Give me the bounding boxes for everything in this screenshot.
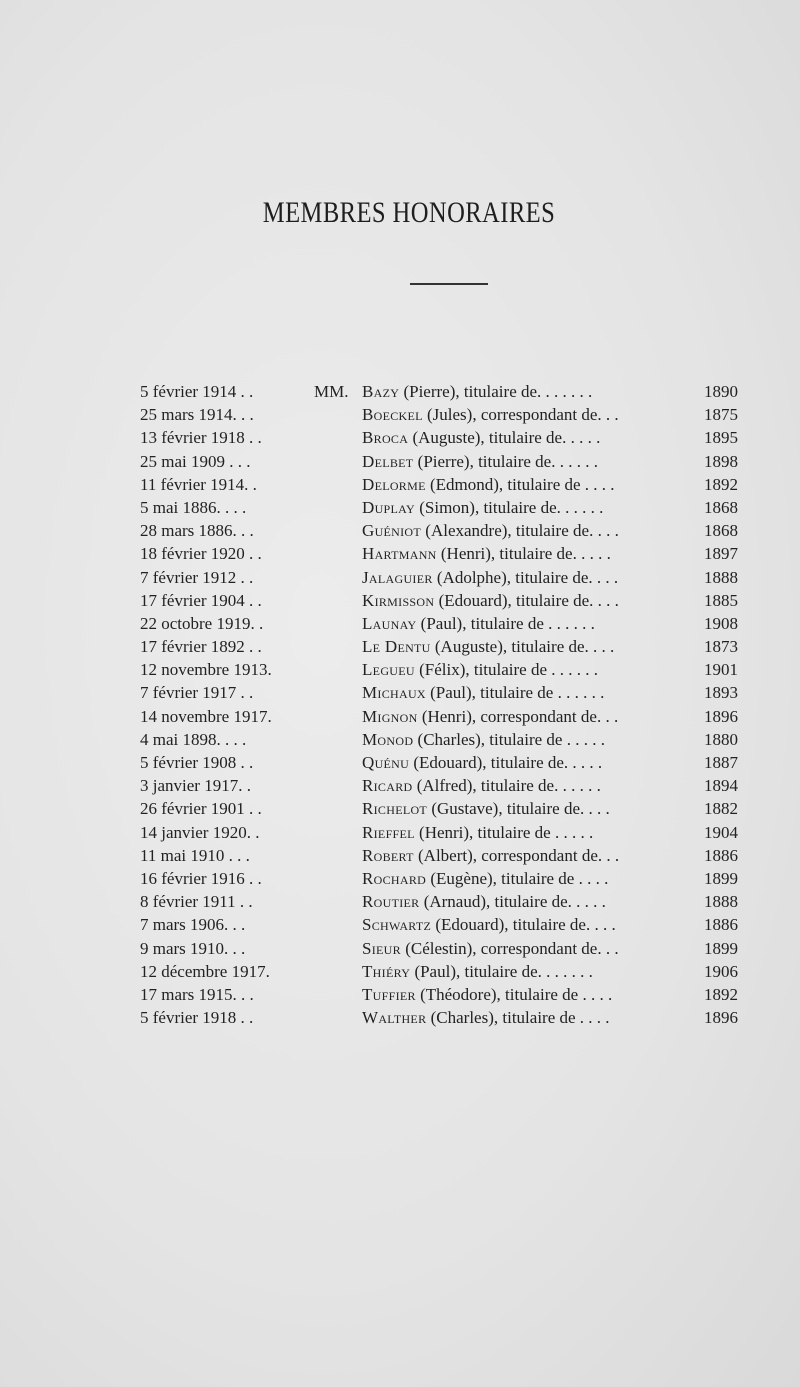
election-date: 25 mai 1909 . . . xyxy=(140,451,251,471)
member-row xyxy=(0,728,800,751)
member-name xyxy=(362,728,692,751)
member-name xyxy=(362,960,692,983)
member-row xyxy=(0,380,800,403)
member-name xyxy=(362,751,692,774)
membership-year: 1893 xyxy=(704,683,738,703)
member-name xyxy=(362,937,692,960)
member-surname: Boeckel xyxy=(362,405,423,425)
member-surname: Broca xyxy=(362,428,409,448)
membership-year: 1885 xyxy=(704,590,738,610)
member-row xyxy=(0,913,800,936)
member-name xyxy=(362,844,692,867)
election-date: 25 mars 1914. . . xyxy=(140,405,254,425)
member-title: (Célestin), correspondant de. . . xyxy=(405,938,619,958)
election-date: 5 février 1918 . . xyxy=(140,1008,254,1028)
election-date: 14 janvier 1920. . xyxy=(140,822,260,842)
member-surname: Robert xyxy=(362,845,414,865)
member-name xyxy=(362,542,692,565)
membership-year: 1895 xyxy=(704,428,738,448)
membership-year: 1896 xyxy=(704,706,738,726)
member-surname: Routier xyxy=(362,892,420,912)
election-date: 17 février 1904 . . xyxy=(140,590,262,610)
member-name xyxy=(362,890,692,913)
member-name xyxy=(362,612,692,635)
election-date: 13 février 1918 . . xyxy=(140,428,262,448)
election-date: 7 mars 1906. . . xyxy=(140,915,246,935)
member-row xyxy=(0,450,800,473)
title-rule xyxy=(410,283,488,285)
member-title: (Henri), titulaire de. . . . . xyxy=(440,544,611,564)
member-title: (Gustave), titulaire de. . . . xyxy=(431,799,610,819)
member-title: (Edouard), titulaire de. . . . xyxy=(438,590,619,610)
membership-year: 1868 xyxy=(704,521,738,541)
membership-year: 1888 xyxy=(704,567,738,587)
member-row xyxy=(0,473,800,496)
member-title: (Paul), titulaire de . . . . . . xyxy=(420,613,595,633)
membership-year: 1899 xyxy=(704,868,738,888)
member-surname: Michaux xyxy=(362,683,426,703)
membership-year: 1896 xyxy=(704,1008,738,1028)
member-row xyxy=(0,426,800,449)
member-surname: Quénu xyxy=(362,753,410,772)
membership-year: 1898 xyxy=(704,451,738,471)
mm-prefix: MM. xyxy=(314,382,349,401)
membership-year: 1873 xyxy=(704,637,738,657)
member-title: (Auguste), titulaire de. . . . . xyxy=(412,428,601,448)
member-surname: Rochard xyxy=(362,868,427,888)
election-date: 12 décembre 1917. xyxy=(140,961,270,981)
member-title: (Edouard), titulaire de. . . . . xyxy=(413,753,603,772)
member-row xyxy=(0,542,800,565)
member-surname: Ricard xyxy=(362,776,413,796)
member-name xyxy=(362,913,692,936)
member-title: (Henri), titulaire de . . . . . xyxy=(419,822,594,842)
member-row xyxy=(0,844,800,867)
member-title: (Charles), titulaire de . . . . xyxy=(430,1008,610,1028)
member-name xyxy=(362,380,692,403)
member-row xyxy=(0,774,800,797)
member-surname: Delbet xyxy=(362,451,414,471)
member-title: (Albert), correspondant de. . . xyxy=(418,845,620,865)
membership-year: 1892 xyxy=(704,474,738,494)
member-title: (Adolphe), titulaire de. . . . xyxy=(436,567,619,587)
member-surname: Launay xyxy=(362,613,417,633)
election-date: 16 février 1916 . . xyxy=(140,868,262,888)
member-title: (Henri), correspondant de. . . xyxy=(421,706,619,726)
election-date: 14 novembre 1917. xyxy=(140,706,272,726)
member-title: (Edouard), titulaire de. . . . xyxy=(435,915,616,935)
member-name xyxy=(362,496,692,519)
member-surname: Monod xyxy=(362,729,414,749)
member-surname: Sieur xyxy=(362,938,401,958)
member-row xyxy=(0,1006,800,1029)
member-title: (Jules), correspondant de. . . xyxy=(427,405,619,425)
member-row xyxy=(0,519,800,542)
membership-year: 1886 xyxy=(704,845,738,865)
election-date: 7 février 1917 . . xyxy=(140,683,254,703)
membership-year: 1899 xyxy=(704,938,738,958)
election-date: 11 février 1914. . xyxy=(140,474,257,494)
member-title: (Paul), titulaire de . . . . . . xyxy=(430,683,605,703)
member-row xyxy=(0,937,800,960)
membership-year: 1892 xyxy=(704,984,738,1004)
membership-year: 1894 xyxy=(704,776,738,796)
member-surname: Legueu xyxy=(362,660,415,680)
member-name xyxy=(362,705,692,728)
member-title: (Félix), titulaire de . . . . . . xyxy=(419,660,599,680)
member-row xyxy=(0,635,800,658)
member-surname: Le Dentu xyxy=(362,637,431,657)
member-surname: Schwartz xyxy=(362,915,432,935)
member-surname: Walther xyxy=(362,1008,427,1028)
election-date: 7 février 1912 . . xyxy=(140,567,254,587)
member-row xyxy=(0,797,800,820)
election-date: 17 mars 1915. . . xyxy=(140,984,254,1004)
member-row xyxy=(0,566,800,589)
member-row xyxy=(0,496,800,519)
election-date: 5 mai 1886. . . . xyxy=(140,497,247,517)
member-row xyxy=(0,705,800,728)
member-title: (Pierre), titulaire de. . . . . . xyxy=(417,451,598,471)
membership-year: 1880 xyxy=(704,729,738,749)
election-date: 8 février 1911 . . xyxy=(140,892,253,912)
member-row xyxy=(0,751,800,774)
election-date: 12 novembre 1913. xyxy=(140,660,272,680)
election-date: 18 février 1920 . . xyxy=(140,544,262,564)
election-date: 5 février 1914 . . xyxy=(140,382,254,401)
membership-year: 1901 xyxy=(704,660,738,680)
member-row xyxy=(0,890,800,913)
election-date: 3 janvier 1917. . xyxy=(140,776,251,796)
member-row xyxy=(0,612,800,635)
membership-year: 1882 xyxy=(704,799,738,819)
member-name xyxy=(362,658,692,681)
election-date: 5 février 1908 . . xyxy=(140,753,254,772)
member-title: (Charles), titulaire de . . . . . xyxy=(417,729,605,749)
member-surname: Jalaguier xyxy=(362,567,433,587)
member-title: (Paul), titulaire de. . . . . . . xyxy=(414,961,593,981)
member-name xyxy=(362,1006,692,1029)
membership-year: 1897 xyxy=(704,544,738,564)
member-row xyxy=(0,960,800,983)
member-name xyxy=(362,426,692,449)
member-name xyxy=(362,589,692,612)
member-name xyxy=(362,473,692,496)
member-title: (Pierre), titulaire de. . . . . . . xyxy=(403,382,593,401)
member-name xyxy=(362,566,692,589)
election-date: 9 mars 1910. . . xyxy=(140,938,246,958)
member-row xyxy=(0,403,800,426)
membership-year: 1906 xyxy=(704,961,738,981)
member-row xyxy=(0,658,800,681)
member-title: (Edmond), titulaire de . . . . xyxy=(429,474,615,494)
membership-year: 1886 xyxy=(704,915,738,935)
member-name xyxy=(362,635,692,658)
member-title: (Simon), titulaire de. . . . . . xyxy=(419,497,604,517)
member-title: (Théodore), titulaire de . . . . xyxy=(420,984,613,1004)
membership-year: 1875 xyxy=(704,405,738,425)
election-date: 28 mars 1886. . . xyxy=(140,521,254,541)
member-title: (Alexandre), titulaire de. . . . xyxy=(425,521,619,541)
member-surname: Tuffier xyxy=(362,984,416,1004)
membership-year: 1904 xyxy=(704,822,738,842)
election-date: 22 octobre 1919. . xyxy=(140,613,264,633)
member-row xyxy=(0,983,800,1006)
member-name xyxy=(362,821,692,844)
membership-year: 1890 xyxy=(704,382,738,401)
member-surname: Hartmann xyxy=(362,544,437,564)
member-name xyxy=(362,867,692,890)
member-surname: Duplay xyxy=(362,497,415,517)
member-name xyxy=(362,983,692,1006)
member-surname: Delorme xyxy=(362,474,426,494)
election-date: 17 février 1892 . . xyxy=(140,637,262,657)
membership-year: 1888 xyxy=(704,892,738,912)
member-row xyxy=(0,867,800,890)
member-row xyxy=(0,681,800,704)
member-surname: Rieffel xyxy=(362,822,415,842)
member-surname: Bazy xyxy=(362,382,400,401)
membership-year: 1887 xyxy=(704,753,738,772)
member-name xyxy=(362,519,692,542)
member-title: (Eugène), titulaire de . . . . xyxy=(430,868,609,888)
membership-year: 1908 xyxy=(704,613,738,633)
member-title: (Alfred), titulaire de. . . . . . xyxy=(416,776,601,796)
member-surname: Richelot xyxy=(362,799,428,819)
member-title: (Auguste), titulaire de. . . . xyxy=(434,637,615,657)
member-name xyxy=(362,450,692,473)
member-surname: Thiéry xyxy=(362,961,411,981)
member-name xyxy=(362,797,692,820)
member-name xyxy=(362,681,692,704)
election-date: 26 février 1901 . . xyxy=(140,799,262,819)
member-surname: Mignon xyxy=(362,706,418,726)
members-list xyxy=(0,380,800,1029)
member-row xyxy=(0,589,800,612)
member-surname: Kirmisson xyxy=(362,590,435,610)
member-row xyxy=(0,821,800,844)
election-date: 4 mai 1898. . . . xyxy=(140,729,247,749)
member-name xyxy=(362,403,692,426)
membership-year: 1868 xyxy=(704,497,738,517)
page-title: MEMBRES HONORAIRES xyxy=(262,196,556,229)
member-surname: Guéniot xyxy=(362,521,422,541)
election-date: 11 mai 1910 . . . xyxy=(140,845,250,865)
member-name xyxy=(362,774,692,797)
member-title: (Arnaud), titulaire de. . . . . xyxy=(423,892,606,912)
